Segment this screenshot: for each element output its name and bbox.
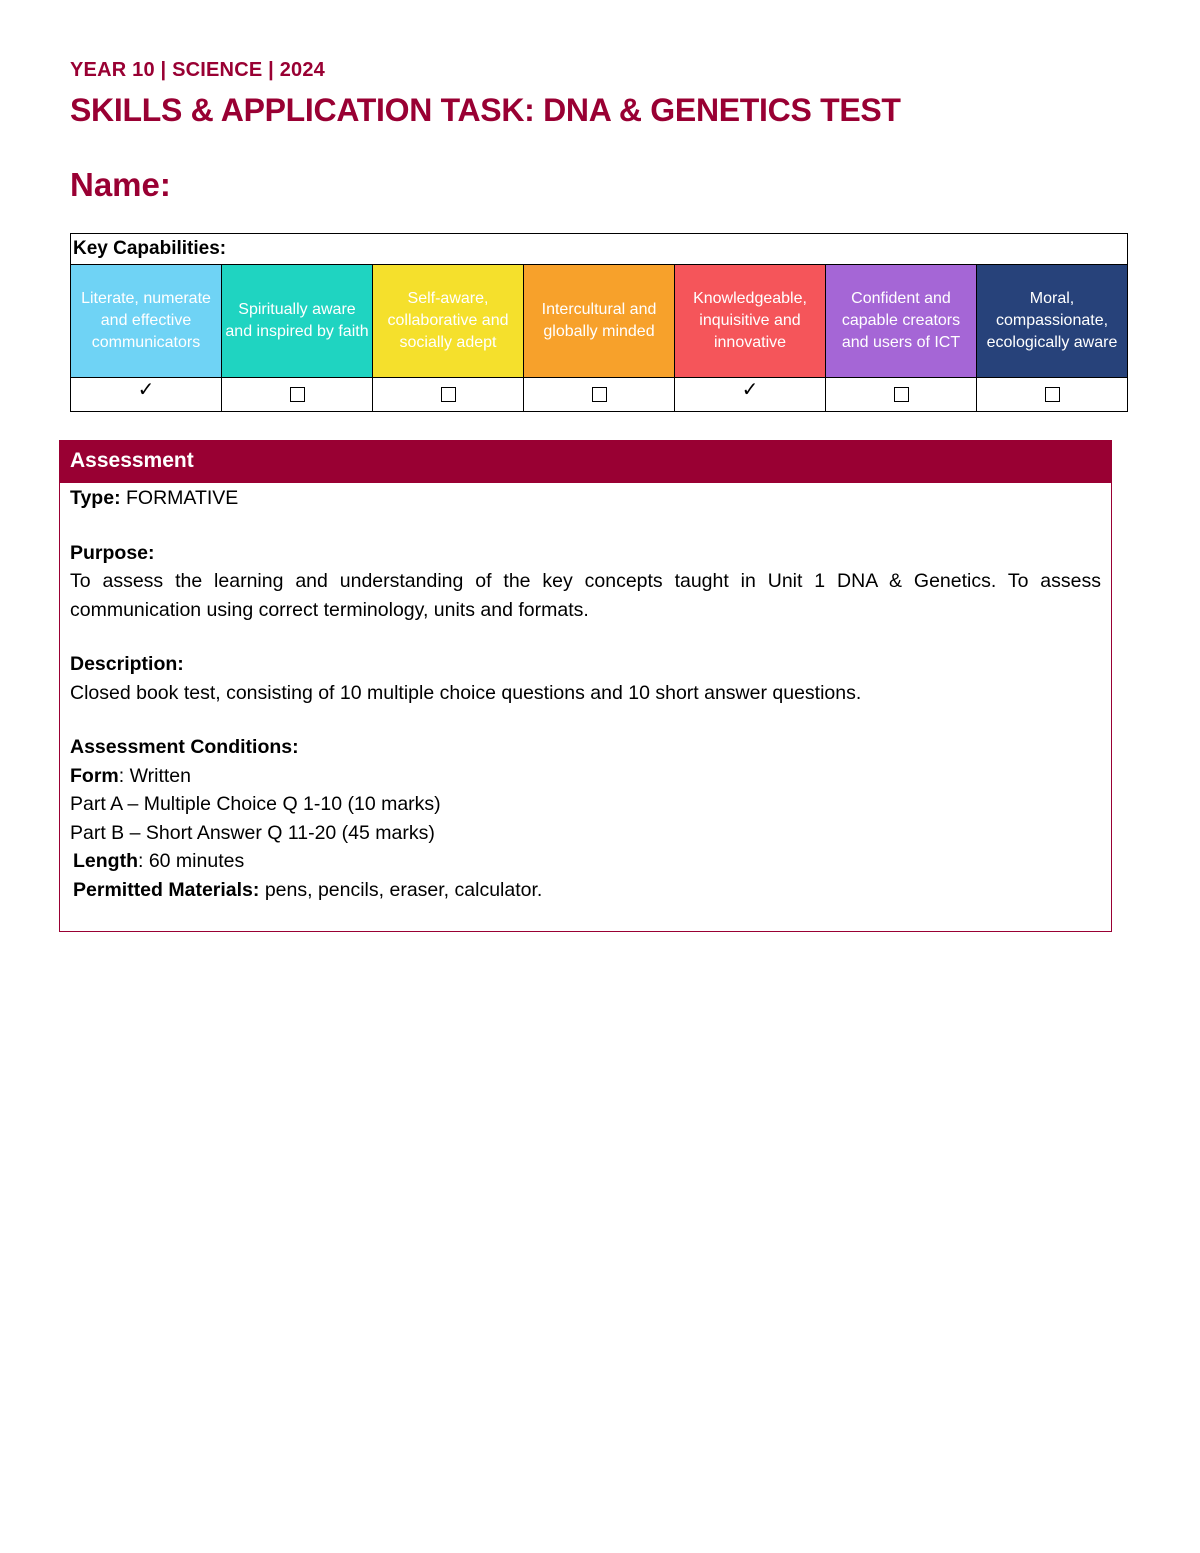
checkbox-icon [441,387,456,402]
type-value: FORMATIVE [125,487,239,509]
capability-check-intercultural[interactable] [524,378,675,412]
checkmark-icon: ✓ [741,379,759,401]
capability-check-ict[interactable] [826,378,977,412]
form-value: : Written [118,764,191,787]
form-label: Form [70,764,119,787]
capability-moral: Moral, compassionate, ecologically aware [977,265,1128,378]
part-a-line: Part A – Multiple Choice Q 1-10 (10 marks) [70,793,441,815]
capability-check-spiritually-aware[interactable] [222,378,373,412]
length-label: Length [73,850,138,872]
assessment-box [59,440,1112,932]
page-title: SKILLS & APPLICATION TASK: DNA & GENETICS TEST [70,92,901,128]
assessment-heading: Assessment [60,441,1111,483]
checkbox-icon [894,387,909,402]
capability-ict: Confident and capable creators and users of ICT [826,265,977,378]
assessment-body [60,484,1111,904]
form-line [70,762,1101,791]
assessment-type [70,484,1101,513]
checkbox-icon [592,387,607,402]
name-label: Name: [70,166,171,203]
checkmark-icon: ✓ [137,379,155,401]
checkbox-icon [1045,387,1060,402]
capability-check-moral[interactable] [977,378,1128,412]
conditions-label: Assessment Conditions: [70,736,299,758]
type-label: Type: [70,487,121,509]
length-value: : 60 minutes [137,850,245,872]
capability-knowledgeable: Knowledgeable, inquisitive and innovative [675,265,826,378]
capability-check-literate[interactable] [71,378,222,412]
purpose-text: To assess the learning and understanding of the key concepts taught in Unit 1 DNA & Genetics. To assess communication using correct terminology, units and formats. [70,570,1101,621]
key-capabilities-table [70,233,1128,412]
length-line [70,847,1101,876]
description-text: Closed book test, consisting of 10 multiple choice questions and 10 short answer questions. [70,681,862,704]
materials-line [70,876,1101,905]
materials-label: Permitted Materials: [73,878,260,901]
course-line: YEAR 10 | SCIENCE | 2024 [70,59,325,81]
capability-check-self-aware[interactable] [373,378,524,412]
description-label: Description: [70,653,184,675]
key-capabilities-heading: Key Capabilities: [71,234,1128,265]
checkbox-icon [290,387,305,402]
capability-literate: Literate, numerate and effective communicators [71,265,222,378]
purpose-label: Purpose: [70,541,155,564]
capability-spiritually-aware: Spiritually aware and inspired by faith [222,265,373,378]
capability-self-aware: Self-aware, collaborative and socially adept [373,265,524,378]
capability-intercultural: Intercultural and globally minded [524,265,675,378]
part-b-line: Part B – Short Answer Q 11-20 (45 marks) [70,821,435,844]
capability-check-knowledgeable[interactable] [675,378,826,412]
materials-value: pens, pencils, eraser, calculator. [259,878,543,901]
